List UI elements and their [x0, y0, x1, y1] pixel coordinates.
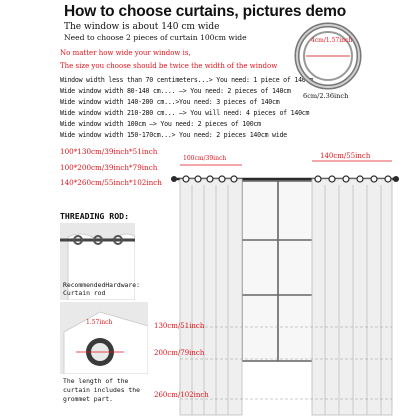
curtain-length-200: 200cm/79inch: [154, 349, 205, 357]
recommended-line-2: Curtain rod: [63, 289, 106, 297]
intro-line-1: The window is about 140 cm wide: [64, 22, 220, 32]
rule-2: Wide window width 80-140 cm.... –> You need: 2 pieces of 140cm: [60, 87, 291, 95]
curtain-window-illustration: [150, 145, 416, 416]
ring-inner-label: 4cm/1.57inch: [311, 37, 353, 44]
length-note: [63, 377, 140, 404]
page-title: How to choose curtains, pictures demo: [64, 3, 346, 20]
length-note-line-1: The length of the: [63, 377, 129, 385]
curtain-length-130: 130cm/51inch: [154, 322, 205, 330]
notice-line-2: The size you choose should be twice the width of the window: [60, 62, 278, 70]
rule-1: Window width less than 70 centimeters...> You need: 1 piece of 140cm: [60, 76, 313, 84]
length-note-line-2: curtain includes the: [63, 386, 140, 394]
threading-rod-heading: THREADING ROD:: [60, 211, 130, 221]
rule-3: Wide window width 140-200 cm...>You need: 3 pieces of 140cm: [60, 98, 280, 106]
intro-line-2: Need to choose 2 pieces of curtain 100cm wide: [64, 33, 247, 42]
size-option-1: 100*130cm/39inch*51inch: [60, 147, 158, 156]
rule-6: Wide window width 150-170cm...> You need: 2 pieces 140cm wide: [60, 131, 287, 139]
curtain-length-260: 260cm/102inch: [154, 391, 209, 399]
curtain-width-left: 100cm/39inch: [183, 155, 227, 162]
grommet-size-label: 1.57inch: [86, 319, 113, 326]
size-option-3: 140*260cm/55inch*102inch: [60, 178, 162, 187]
curtain-width-right: 140cm/55inch: [320, 152, 371, 160]
recommended-hardware: [63, 281, 140, 297]
length-note-line-3: grommet part.: [63, 395, 114, 403]
ring-outer-label: 6cm/2.36inch: [303, 92, 349, 100]
grommet-ring-illustration: [292, 20, 364, 92]
notice-line-1: No matter how wide your window is,: [60, 49, 191, 57]
size-option-2: 100*200cm/39inch*79inch: [60, 163, 158, 172]
rule-5: Wide window width 100cm –> You need: 2 pieces of 100cm: [60, 120, 261, 128]
grommet-detail-illustration: [60, 302, 148, 374]
rule-4: Wide window width 210-280 cm... –> You will need: 4 pieces of 140cm: [60, 109, 310, 117]
recommended-line-1: RecommendedHardware:: [63, 281, 140, 289]
